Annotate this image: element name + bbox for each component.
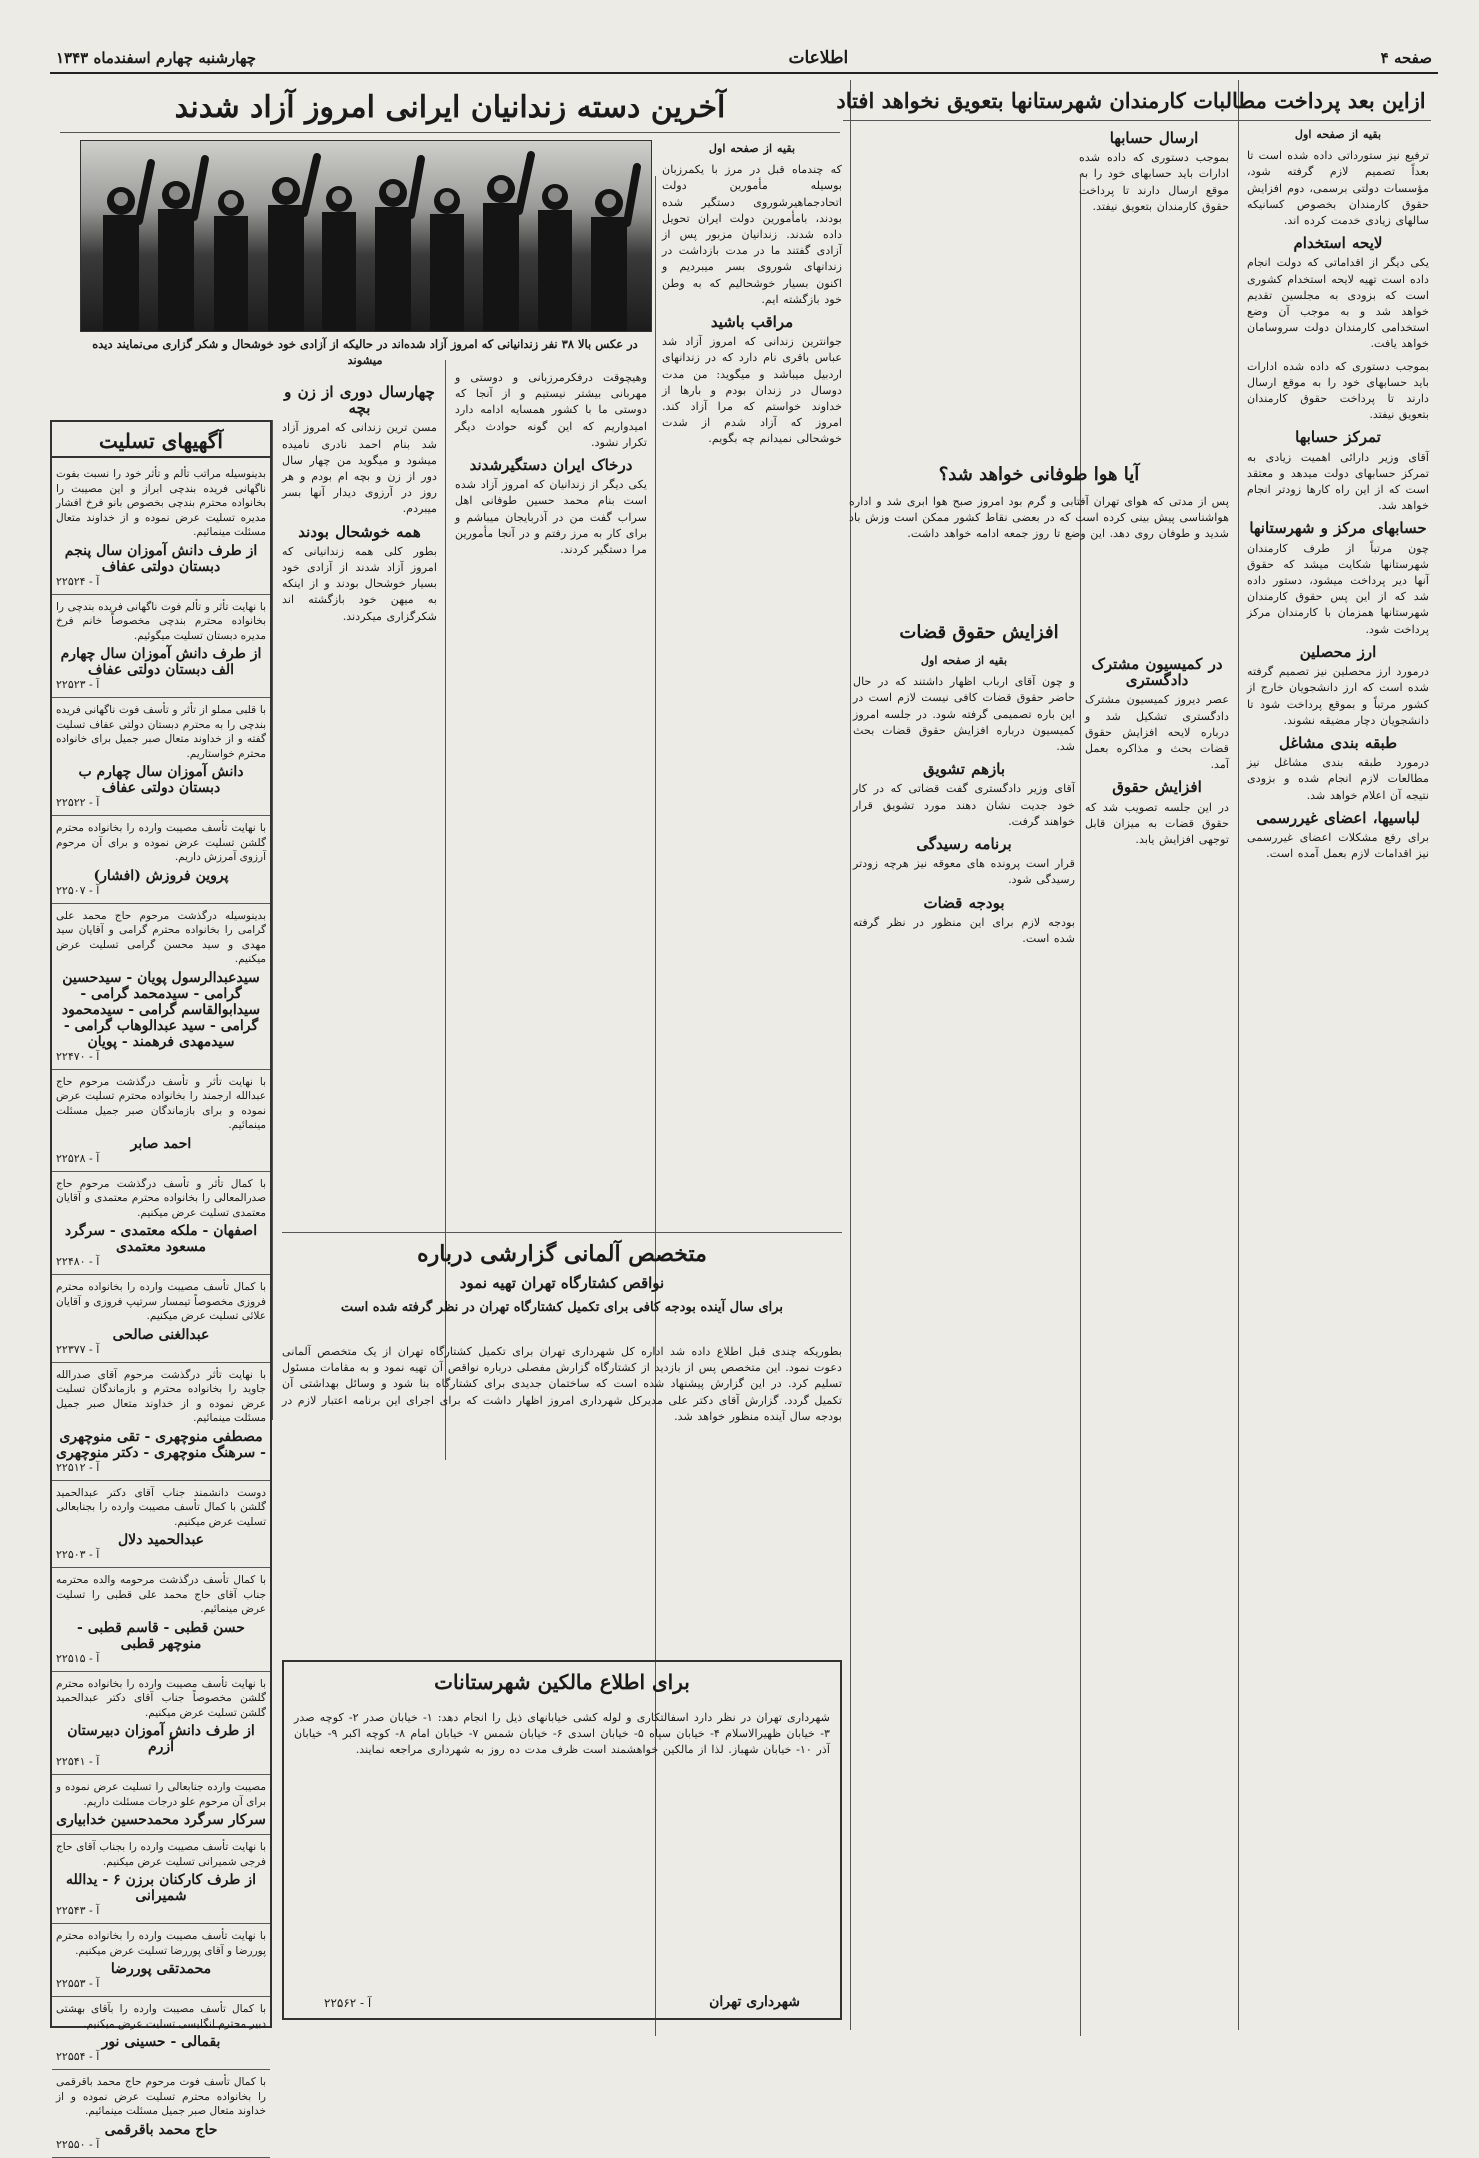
article-body: درمورد طبقه بندی مشاغل نیز مطالعات لازم انجام شده و بزودی نتیجه آن اعلام خواهد شد. xyxy=(1247,756,1429,802)
notice-code: آ - ۲۲۵۰۳ xyxy=(56,1548,100,1561)
notice-text: با کمال تأسف فوت مرحوم حاج محمد باقرقمی را بخانواده محترم تسلیت عرض نموده و از خداوند متعال صبر جمیل مسئلت مینمائیم. xyxy=(56,2076,266,2117)
right-headline: ازاین بعد پرداخت مطالبات کارمندان شهرستانها بتعویق نخواهد افتاد xyxy=(836,88,1426,113)
condolence-title: آگهیهای تسلیت xyxy=(52,426,270,458)
notice-text: مصیبت وارده جنابعالی را تسلیت عرض نموده و برای آن مرحوم علو درجات مسئلت داریم. xyxy=(56,1781,266,1808)
german-deck: برای سال آینده بودجه کافی برای تکمیل کشتارگاه تهران در نظر گرفته شده است xyxy=(340,1300,784,1315)
article-body: در این جلسه تصویب شد که حقوق قضات به میزان قابل توجهی افزایش یابد. xyxy=(1085,800,1229,847)
condolence-notice xyxy=(52,1172,270,1276)
german-headline: متخصص آلمانی گزارشی درباره xyxy=(417,1241,707,1267)
subheading: ارز محصلین xyxy=(1299,642,1377,661)
notice-signature: از طرف دانش آموزان سال چهارم الف دبستان دولتی عفاف xyxy=(60,646,262,678)
notice-signature: بقمالی - حسینی نور xyxy=(101,2034,221,2050)
notice-code: آ - ۲۲۵۵۳ xyxy=(56,1977,100,1990)
article-body: درمورد ارز محصلین نیز تصمیم گرفته شده است که ارز دانشجویان خارج از کشور مرتباً و بموقع پرداخت شود تا دانشجویان دچار مضیقه نشوند. xyxy=(1247,665,1429,727)
municipal-notice xyxy=(282,1660,842,2020)
notice-text: با کمال تأسف مصیبت وارده را بخانواده محترم فروزی مخصوصاً تیمسار سرتیپ فروزی و آقایان علائی تسلیت عرض میکنیم. xyxy=(56,1281,266,1322)
article-body: بودجه لازم برای این منظور در نظر گرفته شده است. xyxy=(853,915,1075,946)
subheading: تمرکز حسابها xyxy=(1295,428,1381,447)
judiciary-headline: افزایش حقوق قضات xyxy=(899,622,1059,643)
notice-text: با نهایت تأسف مصیبت وارده را بخانواده محترم گلشن مخصوصاً جناب آقای دکتر عبدالحمید گلشن تسلیت عرض میکنیم. xyxy=(56,1677,266,1719)
subheading: همه خوشحال بودند xyxy=(298,522,421,541)
municipal-body: شهرداری تهران در نظر دارد اسفالتکاری و لوله کشی خیابانهای ذیل را انجام دهد: ۱- خیابان صدر ۲- کوچه صدر ۳- خیابان ظهیرالاسلام ۴- خیابان سپاه ۵- خیابان اسدی ۶- خیابان شمس ۷- خیابان امام ۸- کوچه اکبر ۹- خیابان آذر ۱۰- خیابان شهباز. لذا از مالکین خواهشمند است ظرف مدت ده روز به شهرداری مراجعه نمایند. xyxy=(294,1711,830,1757)
municipal-code: آ - ۲۲۵۶۲ xyxy=(324,1996,372,2010)
condolence-notice xyxy=(52,1481,270,1569)
municipal-signature: شهرداری تهران xyxy=(709,1994,800,2010)
condolence-notice xyxy=(52,2070,270,2158)
condolence-notice xyxy=(52,1070,270,1172)
subheading: برنامه رسیدگی xyxy=(916,835,1012,854)
notice-signature: پروین فروزش (افشار) xyxy=(93,867,229,884)
condolence-notice xyxy=(52,1568,270,1672)
article-body: مسن ترین زندانی که امروز آزاد شد بنام احمد نادری نامیده میشود و میگوید من چهار سال دور از زن و بچه ام بودم و هر روز در آرزوی دیدار آنها بسر میبردم. xyxy=(282,421,437,516)
subheading: لایحه استخدام xyxy=(1293,234,1383,253)
notice-signature: مصطفی منوچهری - تقی منوچهری - سرهنگ منوچهری - دکتر منوچهری xyxy=(56,1428,266,1461)
notice-text: بدینوسیله مراتب تألم و تأثر خود را نسبت بفوت ناگهانی فریده بندچی ابراز و این مصیبت را بخانواده محترم بندچی بخصوص بانو فرخ افشار مدیره تسلیت عرض نموده و از خداوند متعال مسئلت مینمائیم. xyxy=(56,468,266,538)
notice-signature: سرکار سرگرد محمدحسین خدابیاری xyxy=(56,1812,266,1828)
article-body: ترفیع نیز ستورداتی داده شده است تا بعداً تصمیم لازم گرفته شود، مؤسسات دولتی برسمی، دوم افزایش حقوق کارمندان بخصوص کسانیکه سالهای زیادی خدمت کرده اند. xyxy=(1247,149,1429,228)
notice-text: بدینوسیله درگذشت مرحوم حاج محمد علی گرامی را بخانواده محترم گرامی و آقایان سید مهدی و سید محسن گرامی تسلیت عرض میکنیم. xyxy=(56,909,266,965)
article-body: قرار است پرونده های معوقه نیز هرچه زودتر رسیدگی شود. xyxy=(853,857,1075,887)
notice-text: دوست دانشمند جناب آقای دکتر عبدالحمید گلشن با کمال تأسف مصیبت وارده را بجنابعالی تسلیت عرض میکنیم. xyxy=(56,1486,266,1528)
subheading: لباسیها، اعضای غیررسمی xyxy=(1256,808,1420,827)
subheading: در کمیسیون مشترک دادگستری xyxy=(1091,655,1223,690)
article-body: چون مرتباً از طرف کارمندان شهرستانها شکایت میشد که حقوق آنها دیر پرداخت میشود، دستور داده شد که از این پس حقوق کارمندان شهرستانها همزمان با کارمندان مرکز پرداخت شود. xyxy=(1247,541,1429,636)
subheading: افزایش حقوق xyxy=(1112,778,1202,797)
notice-signature: اصفهان - ملکه معتمدی - سرگرد مسعود معتمدی xyxy=(64,1223,258,1255)
condolence-notice xyxy=(52,1672,270,1776)
notice-signature: سیدعبدالرسول پویان - سیدحسین گرامی - سیدمحمد گرامی - سیدابوالقاسم گرامی - سیدمحمود گرامی - سید عبدالوهاب گرامی - سیدمهدی فرهمند - پویان xyxy=(61,969,261,1050)
article-body: وهیچوقت درفکرمرزبانی و دوستی و مهربانی بیشتر نیستیم و از آنجا که دوستی ما با کشور همسایه ادامه دارد امیدواریم که این گونه حوادث دیگر تکرار نشود. xyxy=(455,371,647,449)
article-body: برای رفع مشکلات اعضای غیررسمی نیز اقدامات لازم بعمل آمده است. xyxy=(1247,830,1429,861)
subheading: بودجه قضات xyxy=(923,893,1005,912)
article-body: بموجب دستوری که داده شده ادارات باید حسابهای خود را به موقع ارسال دارند تا پرداخت حقوق کارمندان بتعویق نیفتد. xyxy=(1079,151,1229,213)
page-number: صفحه ۴ xyxy=(1380,49,1432,67)
prisoners-col-2 xyxy=(455,370,647,1090)
notice-signature: حاج محمد باقرقمی xyxy=(104,2121,218,2138)
notice-text: با نهایت تأثر درگذشت مرحوم آقای صدرالله جاوید را بخانواده محترم و بازماندگان تسلیت عرض نموده و از خداوند متعال صبر جمیل مسئلت مینمائیم. xyxy=(56,1368,266,1424)
article-lead: بقیه از صفحه اول xyxy=(708,141,796,155)
article-body: بطور کلی همه زندانیانی که امروز آزاد شدند از آزادی خود بسیار خوشحال بودند و از اینکه به میهن خود بازگشته اند شکرگزاری میکردند. xyxy=(282,544,437,623)
condolence-notice xyxy=(52,1835,270,1924)
notice-code: آ - ۲۲۵۴۳ xyxy=(56,1904,100,1917)
prisoners-col-3 xyxy=(282,380,437,1100)
column-rule xyxy=(850,80,851,2030)
notice-text: با نهایت تأثر و تأسف درگذشت مرحوم حاج عبدالله ارجمند را بخانواده محترم تسلیت عرض نموده و برای بازماندگان صبر جمیل مسئلت مینمائیم. xyxy=(56,1075,266,1131)
photo-caption: در عکس بالا ۳۸ نفر زندانیانی که امروز آزاد شده‌اند در حالیکه از آزادی خود خوشحال و شکر گزاری می‌نمایند دیده میشوند xyxy=(92,337,638,367)
condolence-section xyxy=(50,420,272,2151)
subheading: مراقب باشید xyxy=(710,313,794,332)
weather-body: پس از مدتی که هوای تهران آفتابی و گرم بود امروز صبح هوا ابری شد و اداره هواشناسی پیش بینی کرده است که در بعضی نقاط کشور ممکن است وزش باد شدید و طوفان روی دهد. این وضع تا روز جمعه ادامه خواهد داشت. xyxy=(849,495,1229,541)
condolence-notice xyxy=(52,698,270,816)
article-body: یکی دیگر از زندانیان که امروز آزاد شده است بنام محمد حسین طوفانی اهل سراب گفت من در آذربایجان میباشم و برای کار به مرز رفتم و در آنجا مأمورین مرا دستگیر کردند. xyxy=(455,478,647,557)
notice-code: آ - ۲۲۵۰۷ xyxy=(56,883,100,897)
issue-date: چهارشنبه چهارم اسفندماه ۱۳۴۳ xyxy=(56,49,257,67)
article-body: جوانترین زندانی که امروز آزاد شد عباس باقری نام دارد که در زندانهای اردبیل میباشد و میگوید: من مدت دوسال در زندان بودم و بارها از خداوند خواستم که مرا آزاد کند. امروز که آزاد شدم از شدت خوشحالی نمیدانم چه بگویم. xyxy=(662,335,842,446)
municipal-headline: برای اطلاع مالکین شهرستانات xyxy=(434,1670,690,1694)
notice-text: با نهایت تأسف مصیبت وارده را بخانواده محترم گلشن تسلیت عرض نموده و برای آن مرحوم آرزوی آمرزش داریم. xyxy=(56,822,266,863)
condolence-notice xyxy=(52,816,270,904)
notice-code: آ - ۲۲۵۱۵ xyxy=(56,1651,100,1665)
subheading: بازهم تشویق xyxy=(922,760,1006,779)
notice-signature: از طرف دانش آموزان سال پنجم دبستان دولتی عفاف xyxy=(64,542,258,575)
subheading: چهارسال دوری از زن و بچه xyxy=(284,383,435,418)
prisoners-photo xyxy=(80,140,652,332)
condolence-notice xyxy=(52,1775,270,1835)
notice-signature: محمدتقی پوررضا xyxy=(110,1961,212,1977)
article-body: عصر دیروز کمیسیون مشترک دادگستری تشکیل شد و درباره لایحه افزایش حقوق قضات بحث و مذاکره بعمل آمد. xyxy=(1085,693,1229,772)
notice-code: آ - ۲۲۵۲۲ xyxy=(56,796,100,809)
condolence-notice xyxy=(52,595,270,699)
notice-code: آ - ۲۲۵۱۲ xyxy=(56,1460,100,1474)
prisoners-col-1 xyxy=(662,140,842,740)
condolence-notice xyxy=(52,1997,270,2070)
notice-text: با قلبی مملو از تأثر و تأسف فوت ناگهانی فریده بندچی را به محترم دبستان دولتی عفاف تسلیت گفته و از خداوند متعال صبر جمیل برای خانواده محترم خواستاریم. xyxy=(56,704,266,760)
notice-text: با کمال تأسف مصیبت وارده را بآقای بهشتی دبیر محترم انگلیسی تسلیت عرض میکنیم. xyxy=(56,2003,266,2030)
german-subhead: نواقص کشتارگاه تهران تهیه نمود xyxy=(459,1274,665,1292)
notice-code: آ - ۲۲۵۵۴ xyxy=(56,2050,100,2063)
german-body: بطوریکه چندی قبل اطلاع داده شد اداره کل شهرداری تهران برای تکمیل کشتارگاه تهران از یک متخصص آلمانی دعوت نمود. این متخصص پس از بازدید از کشتارگاه گزارش مفصلی درباره نواقص آن تهیه نمود و به مقامات مسئول تسلیم کرد. در این گزارش پیشنهاد شده است که ساختمان جدیدی برای کشتارگاه بنا شود و وسائل بهداشتی آن تکمیل گردد. گزارش آقای دکتر علی مدیرکل شهرداری امروز اظهار داشت که برای اجرای این برنامه اعتبار لازم در بودجه سال آینده منظور خواهد شد. xyxy=(282,1345,842,1423)
notice-signature: عبدالغنی صالحی xyxy=(112,1326,210,1343)
headline-rule xyxy=(60,132,840,133)
main-headline: آخرین دسته زندانیان ایرانی امروز آزاد شدند xyxy=(174,90,726,125)
condolence-notice xyxy=(52,462,270,595)
notice-text: با نهایت تأسف مصیبت وارده را بخانواده محترم پوررضا و آقای پوررضا تسلیت عرض میکنیم. xyxy=(56,1930,266,1957)
article-lead: بقیه از صفحه اول xyxy=(920,653,1008,667)
notice-code: آ - ۲۲۵۲۸ xyxy=(56,1151,100,1165)
column-rule xyxy=(1238,80,1239,2030)
notice-signature: دانش آموزان سال چهارم ب دبستان دولتی عفاف xyxy=(78,764,244,796)
article-body: یکی دیگر از اقداماتی که دولت انجام داده است تهیه لایحه استخدام کشوری است که بزودی به مجلسین تقدیم خواهد شد و به موجب آن وضع استخدامی کارمندان دولت سروسامان خواهد یافت. xyxy=(1247,256,1429,351)
notice-code: آ - ۲۲۳۷۷ xyxy=(56,1342,100,1356)
column-rule xyxy=(445,360,446,1460)
subheading: درخاک ایران دستگیرشدند xyxy=(469,456,633,475)
subheading: طبقه بندی مشاغل xyxy=(1278,733,1398,752)
notice-text: با کمال تأسف درگذشت مرحومه والده محترمه جناب آقای حاج محمد علی قطبی را تسلیت عرض مینمائیم. xyxy=(56,1574,266,1615)
subheading: ارسال حسابها xyxy=(1109,129,1199,147)
notice-signature: حسن قطبی - قاسم قطبی - منوچهر قطبی xyxy=(77,1619,245,1652)
masthead xyxy=(50,44,1438,74)
notice-text: با نهایت تأثر و تألم فوت ناگهانی فریده بندچی را بخانواده محترم بندچی مخصوصاً خانم فرخ مدیره دبستان تسلیت میگوئیم. xyxy=(56,600,266,642)
section-rule xyxy=(282,1232,842,1233)
headline-rule xyxy=(843,120,1431,121)
notice-signature: عبدالحمید دلال xyxy=(117,1532,205,1548)
article-body: بموجب دستوری که داده شده ادارات باید حسابهای خود را به موقع ارسال دارند تا پرداخت حقوق کارمندان بتعویق نیفتد. xyxy=(1247,359,1429,422)
judiciary-col-2 xyxy=(1085,652,1229,2032)
notice-code: آ - ۲۲۵۴۱ xyxy=(56,1755,100,1768)
judiciary-col-1 xyxy=(853,652,1075,2032)
condolence-notice xyxy=(52,1363,270,1481)
article-body: و چون آقای ارباب اظهار داشتند که در حال حاضر حقوق قضات کافی نیست لازم است در این باره تصمیمی گرفته شود. در جلسه امروز کمیسیون درباره افزایش حقوق قضات بحث شد. xyxy=(853,675,1075,754)
article-body: که چندماه قبل در مرز با یکمرزبان بوسیله مأمورین دولت اتحادجماهیرشوروی دستگیر شده بودند، بامأمورین دولت ایران تحویل داده شدند. زندانیان مزبور پس از آزادی گفتند ما در مدت بازداشت در زندانهای شوروی بسر میبردیم و اکنون بسیار خوشحالیم که به وطن خود بازگشته ایم. xyxy=(662,163,842,306)
column-rule xyxy=(272,420,273,1420)
notice-text: با نهایت تأسف مصیبت وارده را بجناب آقای حاج فرجی شمیرانی تسلیت عرض میکنیم. xyxy=(56,1841,266,1868)
notice-code: آ - ۲۲۴۸۰ xyxy=(56,1255,100,1268)
notice-code: آ - ۲۲۵۲۴ xyxy=(56,574,100,588)
salaries-col-1 xyxy=(1247,126,1429,2026)
condolence-notice xyxy=(52,1275,270,1363)
weather-headline: آیا هوا طوفانی خواهد شد؟ xyxy=(938,464,1140,485)
notice-signature: از طرف کارکنان برزن ۶ - یدالله شمیرانی xyxy=(66,1872,256,1904)
article-body: آقای وزیر دادگستری گفت قضاتی که در کار خود جدیت نشان دهند مورد تشویق قرار خواهند گرفت. xyxy=(853,782,1075,828)
notice-signature: از طرف دانش آموزان دبیرستان آزرم xyxy=(67,1723,255,1755)
article-lead: بقیه از صفحه اول xyxy=(1294,127,1382,141)
subheading: حسابهای مرکز و شهرستانها xyxy=(1249,519,1427,538)
article-body: آقای وزیر دارائی اهمیت زیادی به تمرکز حسابهای دولت میدهد و معتقد است که از این راه کارها زودتر انجام خواهد شد. xyxy=(1247,450,1429,513)
condolence-notice xyxy=(52,1924,270,1997)
notice-signature: احمد صابر xyxy=(130,1135,192,1152)
notice-text: با کمال تأثر و تأسف درگذشت مرحوم حاج صدرالمعالی را بخانواده محترم معتمدی و آقایان معتمدی تسلیت عرض میکنیم. xyxy=(56,1177,266,1219)
salaries-col-2 xyxy=(1079,126,1229,456)
condolence-notice xyxy=(52,904,270,1070)
paper-name: اطلاعات xyxy=(788,48,849,68)
condolence-list xyxy=(52,462,270,2151)
group-photo-illustration xyxy=(81,141,651,331)
notice-code: آ - ۲۲۵۵۰ xyxy=(56,2137,100,2151)
notice-code: آ - ۲۲۵۲۳ xyxy=(56,678,100,691)
notice-code: آ - ۲۲۴۷۰ xyxy=(56,1049,100,1063)
